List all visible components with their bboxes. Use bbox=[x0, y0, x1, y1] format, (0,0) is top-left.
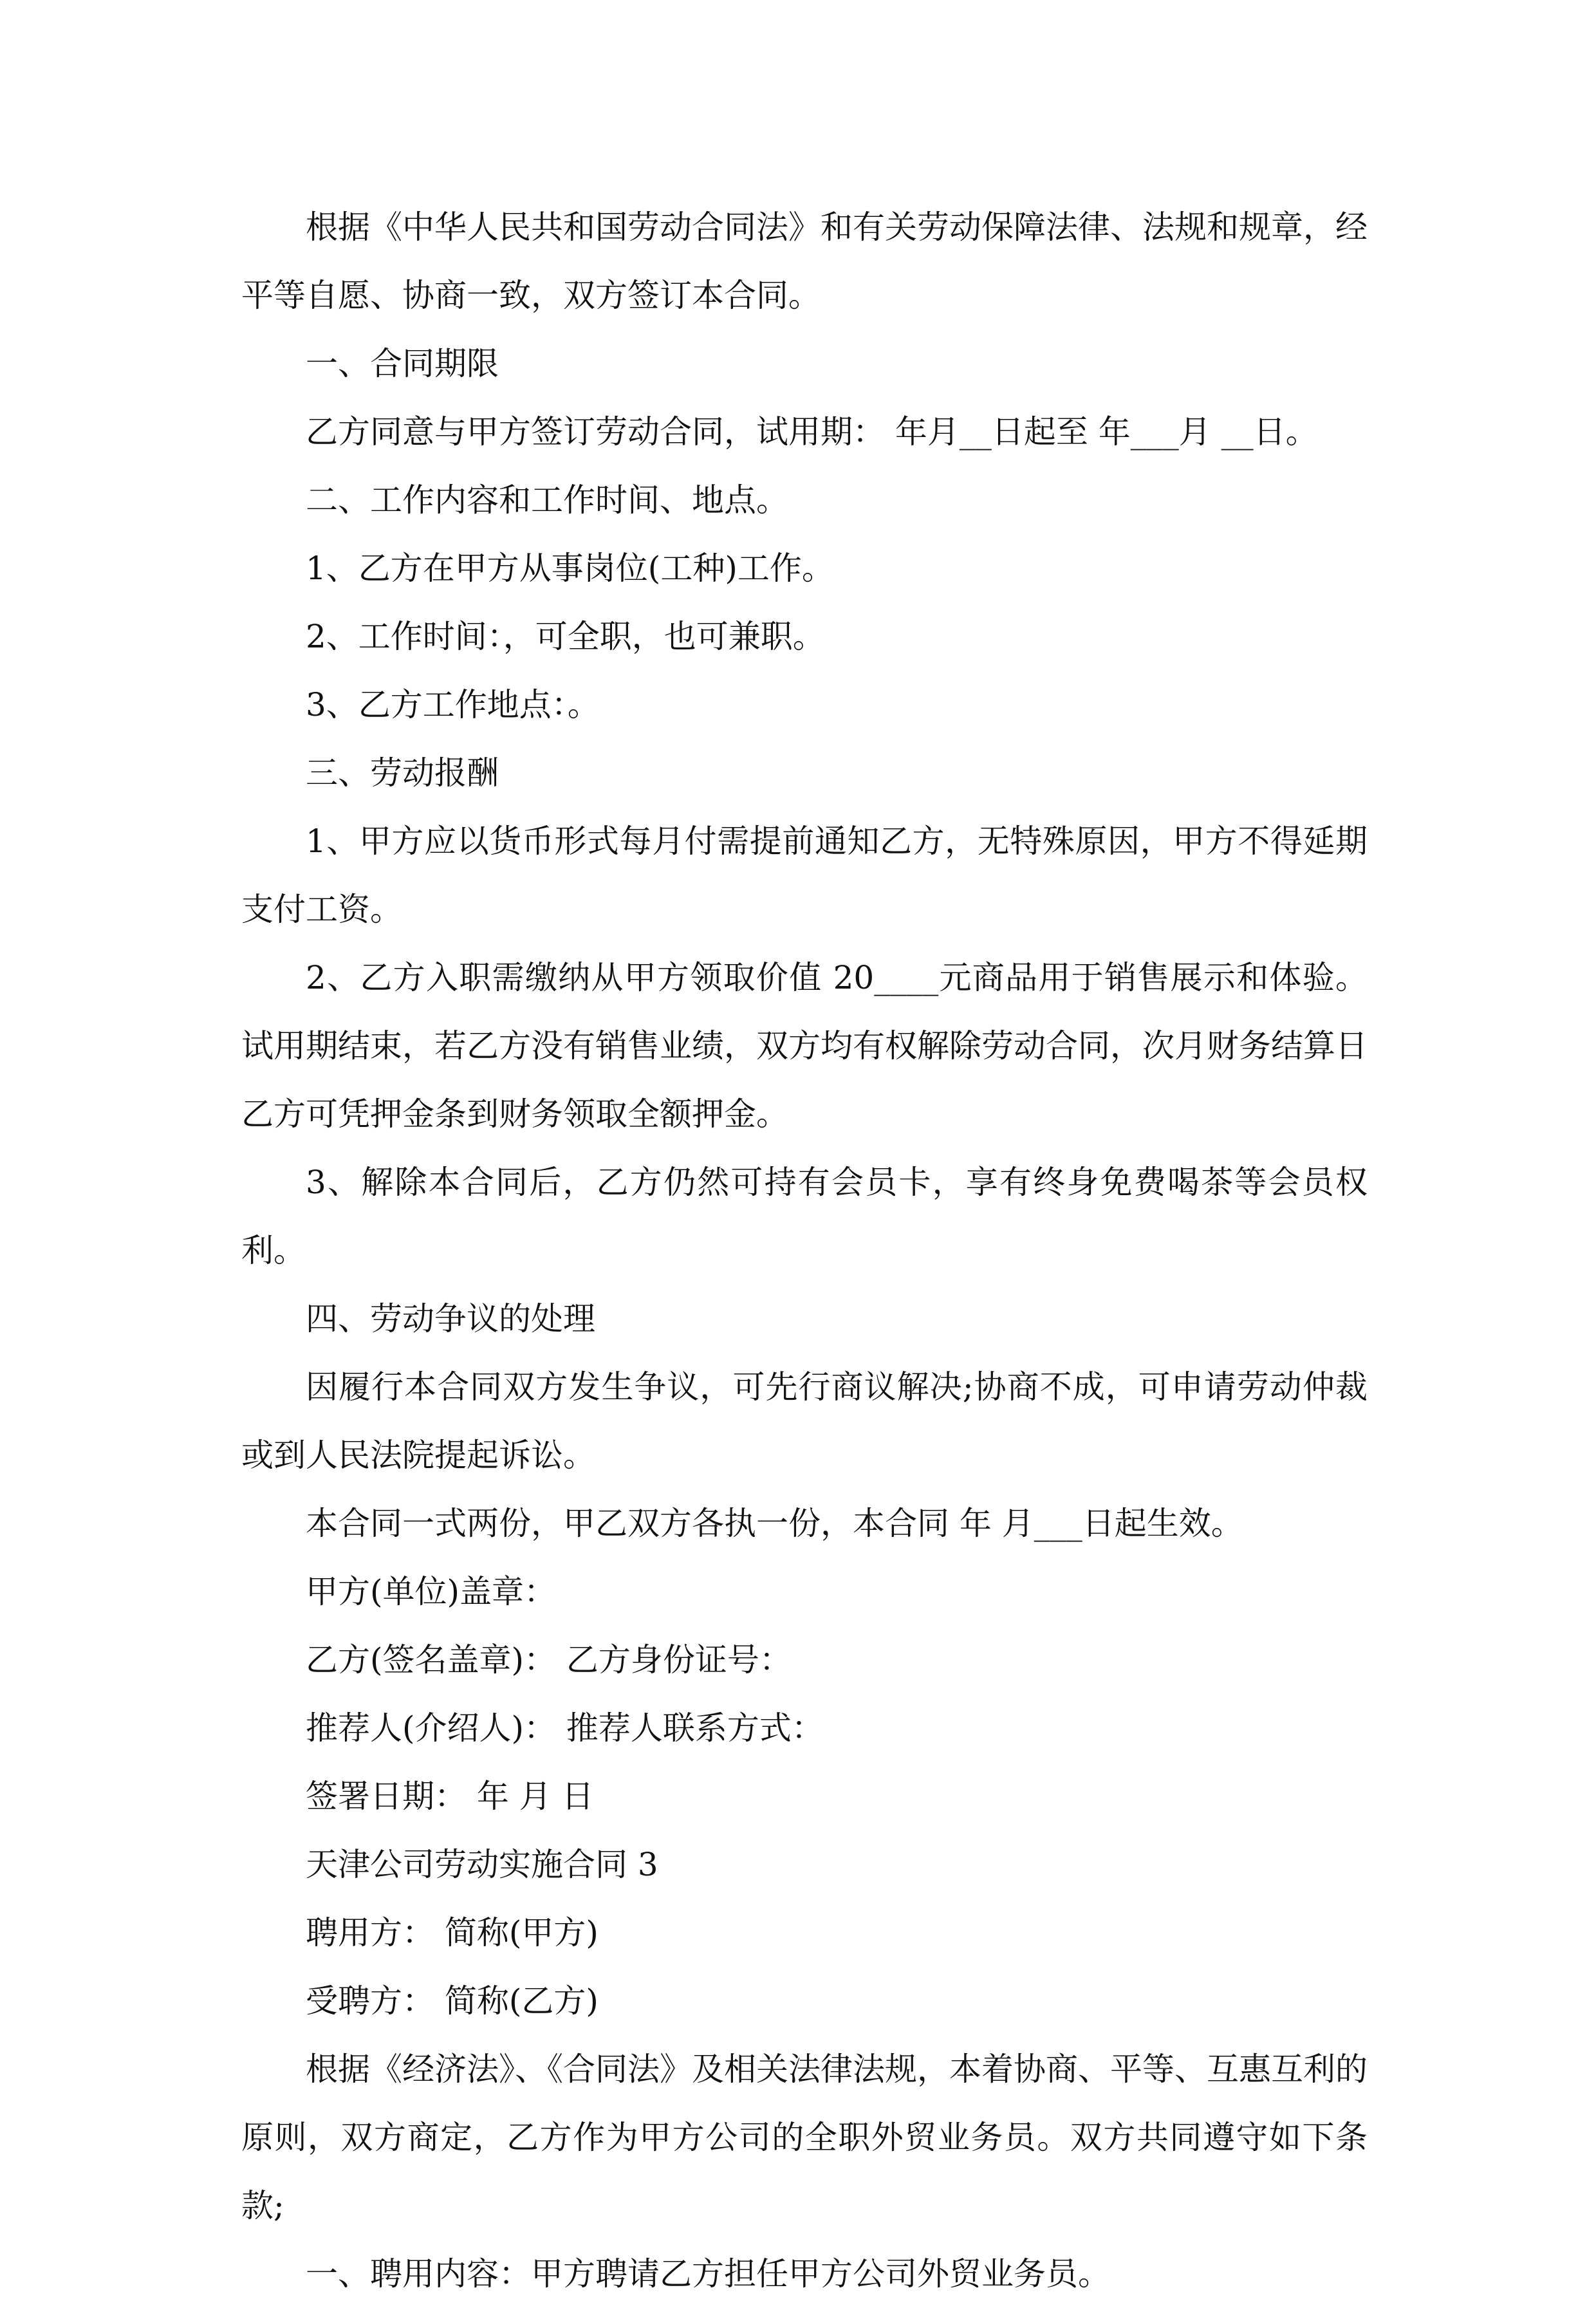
pay-clause-3: 3、解除本合同后，乙方仍然可持有会员卡，享有终身免费喝茶等会员权利。 bbox=[241, 1164, 1368, 1269]
referrer-line: 推荐人(介绍人)： 推荐人联系方式： bbox=[306, 1709, 824, 1747]
copies-paragraph: 本合同一式两份，甲乙双方各执一份，本合同 年 月___日起生效。 bbox=[306, 1505, 1243, 1542]
work-clause-2: 2、工作时间：，可全职，也可兼职。 bbox=[306, 618, 825, 655]
section-heading-work: 二、工作内容和工作时间、地点。 bbox=[306, 481, 788, 519]
document-body bbox=[241, 193, 1368, 2308]
section-heading-dispute: 四、劳动争议的处理 bbox=[306, 1300, 595, 1337]
intro-paragraph: 根据《中华人民共和国劳动合同法》和有关劳动保障法律、法规和规章，经平等自愿、协商一致，双方签订本合同。 bbox=[241, 209, 1368, 314]
section-heading-term: 一、合同期限 bbox=[306, 345, 499, 382]
pay-clause-2: 2、乙方入职需缴纳从甲方领取价值 20____元商品用于销售展示和体验。试用期结束，若乙方没有销售业绩，双方均有权解除劳动合同，次月财务结算日乙方可凭押金条到财务领取全额押金。 bbox=[241, 959, 1368, 1133]
dispute-paragraph: 因履行本合同双方发生争议，可先行商议解决;协商不成，可申请劳动仲裁或到人民法院提起诉讼。 bbox=[241, 1368, 1368, 1474]
party-b-signature-line: 乙方(签名盖章)： 乙方身份证号： bbox=[306, 1641, 792, 1679]
pay-clause-1: 1、甲方应以货币形式每月付需提前通知乙方，无特殊原因，甲方不得延期支付工资。 bbox=[241, 823, 1368, 928]
signing-date-line: 签署日期： 年 月 日 bbox=[306, 1778, 594, 1815]
employer-line: 聘用方： 简称(甲方) bbox=[306, 1914, 598, 1951]
section-heading-pay: 三、劳动报酬 bbox=[306, 754, 499, 792]
basis-paragraph: 根据《经济法》、《合同法》及相关法律法规，本着协商、平等、互惠互利的原则，双方商定，乙方作为甲方公司的全职外贸业务员。双方共同遵守如下条款; bbox=[241, 2051, 1368, 2224]
employee-line: 受聘方： 简称(乙方) bbox=[306, 1982, 598, 2020]
employment-content-clause: 一、聘用内容：甲方聘请乙方担任甲方公司外贸业务员。 bbox=[306, 2255, 1110, 2293]
work-clause-1: 1、乙方在甲方从事岗位(工种)工作。 bbox=[306, 550, 834, 587]
work-clause-3: 3、乙方工作地点：。 bbox=[306, 686, 600, 723]
party-a-seal-line: 甲方(单位)盖章： bbox=[306, 1573, 557, 1610]
probation-paragraph: 乙方同意与甲方签订劳动合同，试用期： 年月__日起至 年___月 __日。 bbox=[306, 413, 1318, 451]
contract-title: 天津公司劳动实施合同 3 bbox=[306, 1846, 658, 1883]
